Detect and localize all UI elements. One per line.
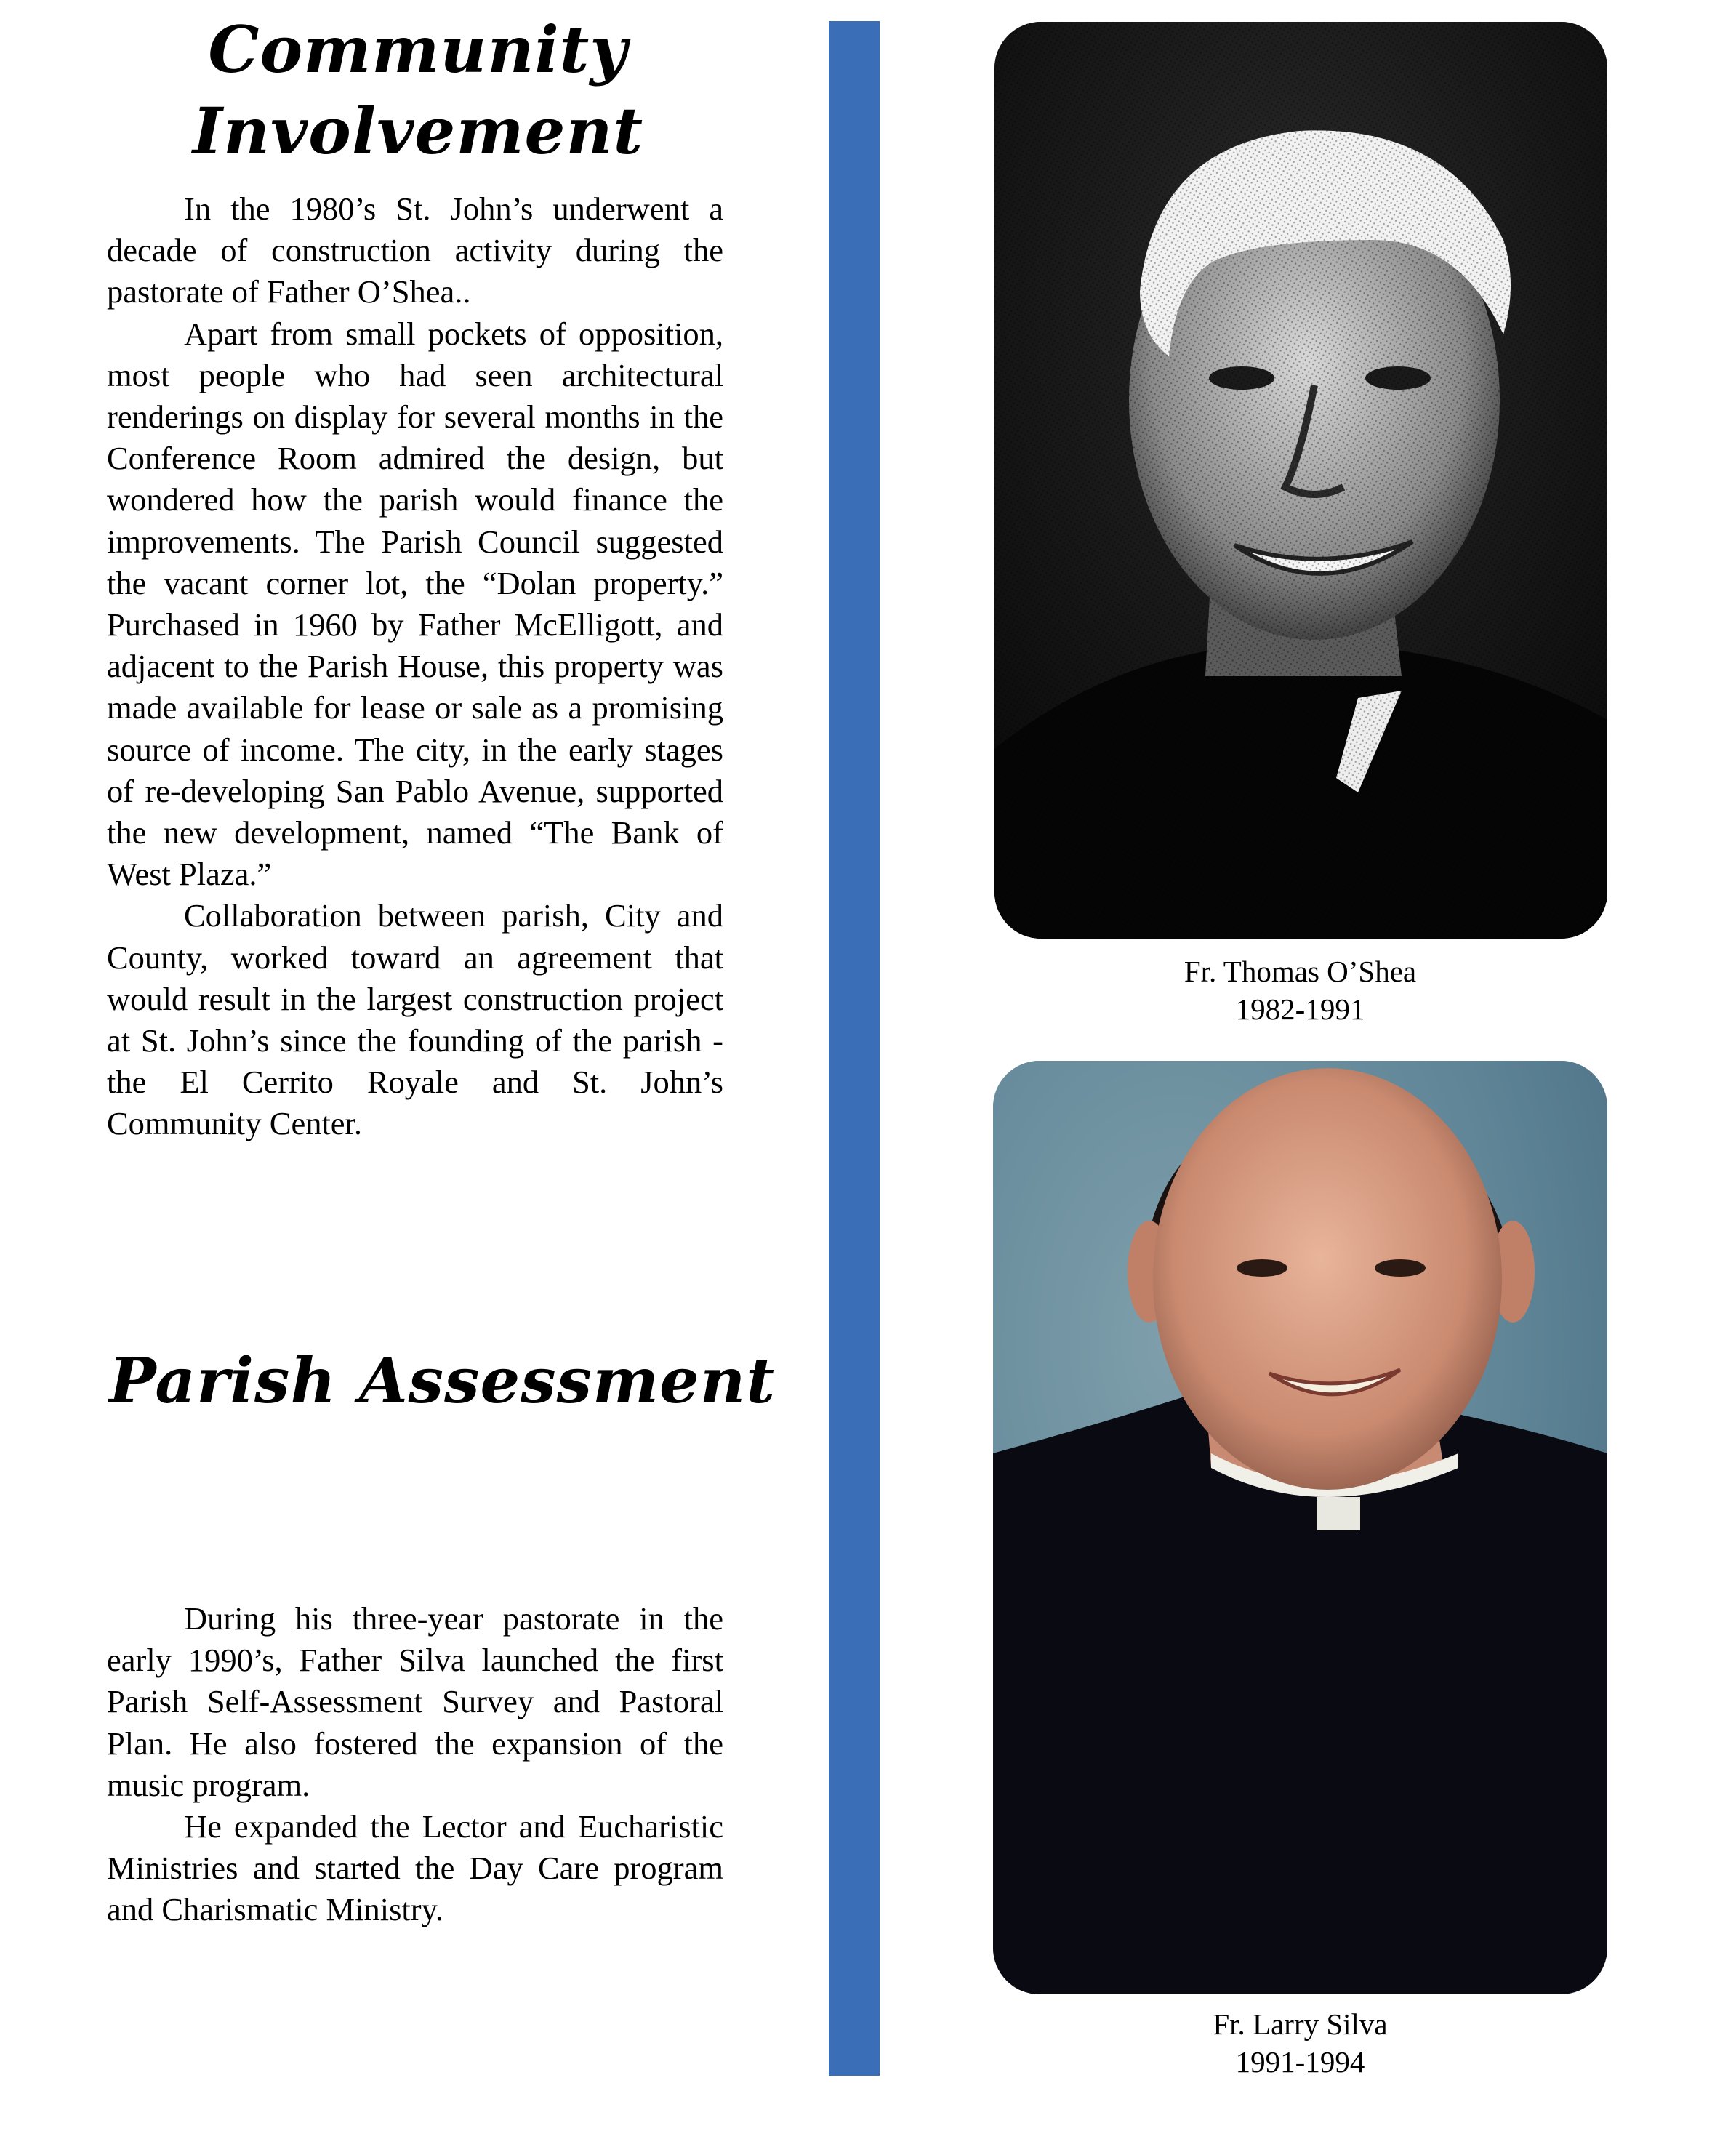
portrait-oshea-image [994,22,1607,939]
blue-divider-bar [829,21,880,2076]
community-paragraph: In the 1980’s St. John’s underwent a decade of construction activity during the pastorate of Father O’Shea.. [107,190,723,310]
assessment-paragraph: He expanded the Lector and Eucharistic Ministries and started the Day Care program and Charismatic Ministry. [107,1808,723,1928]
caption-years: 1982-1991 [1235,992,1365,1026]
portrait-photo-silva [993,1061,1607,1994]
assessment-body [107,1598,723,1931]
photo-caption-oshea [993,952,1607,1028]
community-paragraph: Collaboration between parish, City and County, worked toward an agreement that would result in the largest construction project at St. John’s since the founding of the parish - the El Cerrito Royale and St. John’s Community Center. [107,897,723,1142]
portrait-silva-image [993,1061,1607,1994]
caption-name: Fr. Thomas O’Shea [1184,955,1417,988]
caption-years: 1991-1994 [1235,2045,1365,2079]
community-heading-line1: Community [208,12,628,87]
portrait-photo-oshea [994,22,1607,939]
caption-name: Fr. Larry Silva [1213,2007,1388,2041]
community-paragraph: Apart from small pockets of opposition, most people who had seen architectural renderings on display for several months in the Conference Room admired the design, but wondered how the parish would finance the improvements. The Parish Council suggested the vacant corner lot, the “Dolan property.” Purchased in 1960 by Father McElligott, and adjacent to the Parish House, this property was made available for lease or sale as a promising source of income. The city, in the early stages of re-developing San Pablo Avenue, supported the new development, named “The Bank of West Plaza.” [107,315,723,893]
community-heading-line2: Involvement [192,93,644,169]
assessment-paragraph: During his three-year pastorate in the early 1990’s, Father Silva launched the first Parish Self-Assessment Survey and Pastoral Plan. He also fostered the expansion of the music program. [107,1600,723,1803]
photo-caption-silva [993,2005,1607,2081]
community-body [107,188,723,1145]
assessment-heading: Parish Assessment [109,1344,776,1418]
